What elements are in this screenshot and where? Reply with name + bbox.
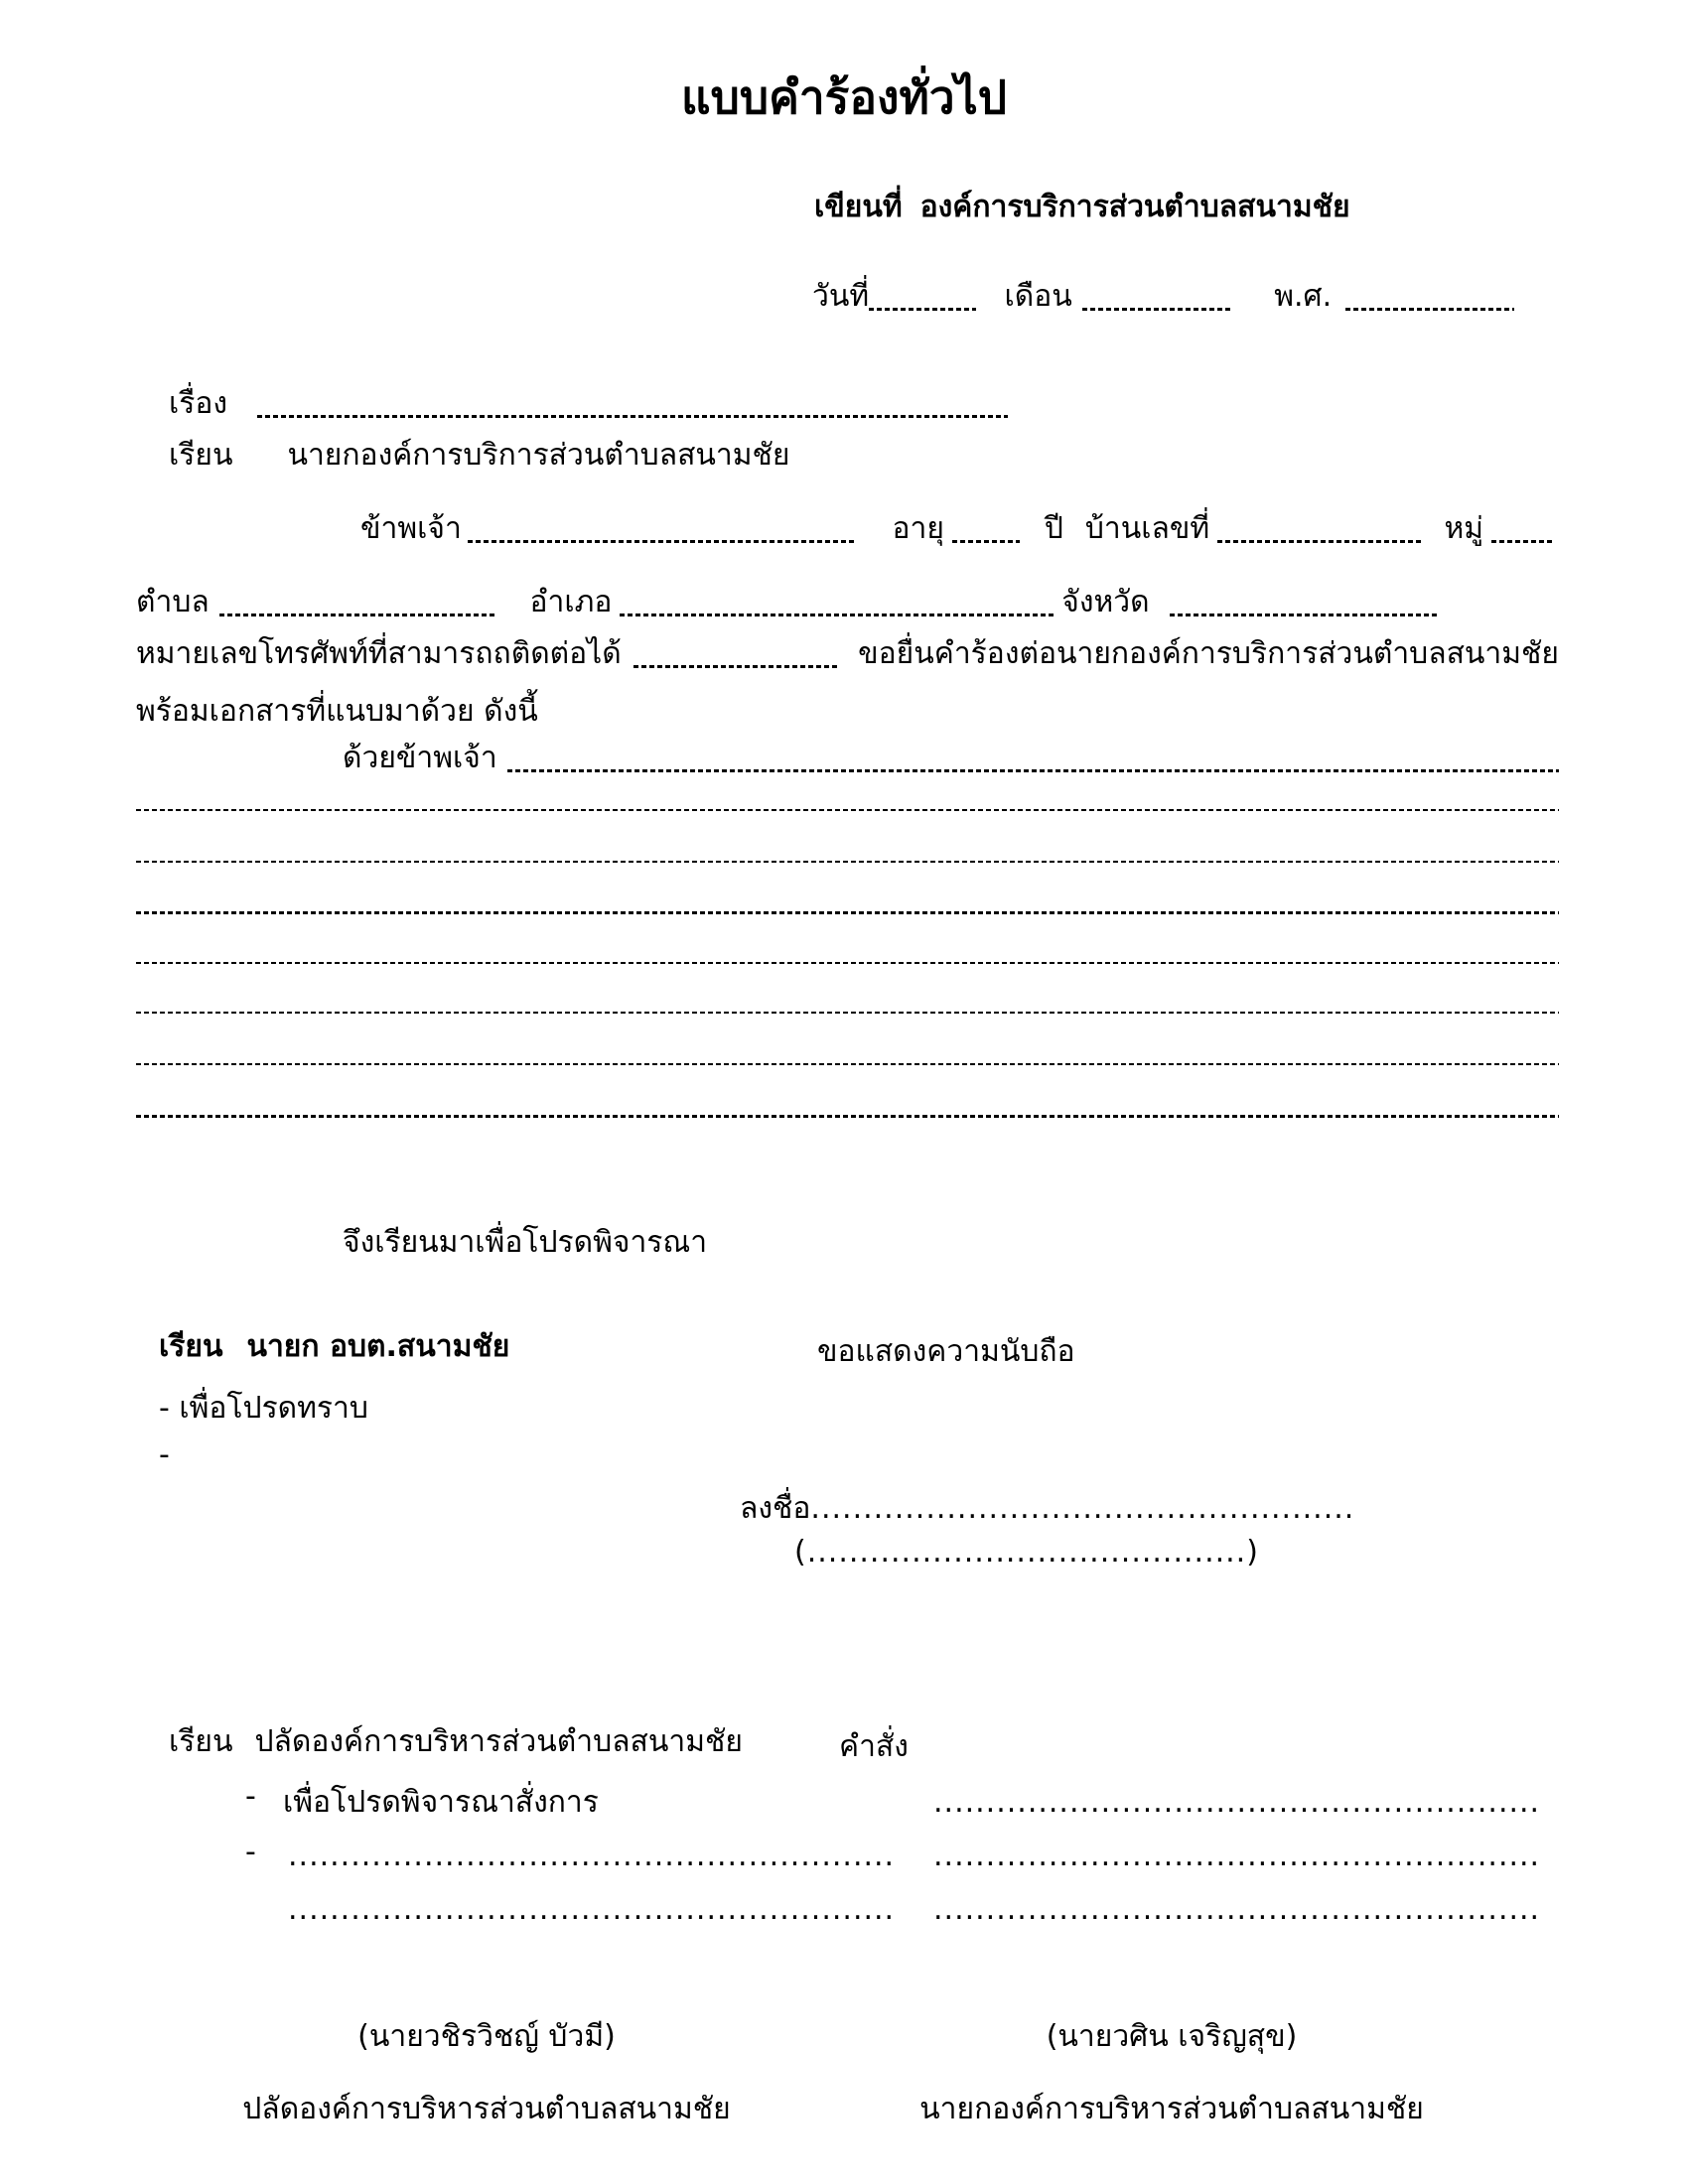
month-label: เดือน (1004, 279, 1072, 314)
applicant-line (360, 510, 1552, 548)
order-right-dots-3: .......................................................... (933, 1892, 1541, 1927)
house-no-label: บ้านเลขที่ (1084, 511, 1210, 546)
order-label: คำสั่ง (839, 1729, 909, 1764)
age-label: อายุ (892, 511, 944, 546)
ack-dear-label: เรียน (159, 1329, 223, 1364)
subdistrict-blank-field (219, 614, 497, 616)
address-line (136, 584, 1440, 621)
subject-blank-field (257, 415, 1008, 418)
order-dear-label: เรียน (169, 1724, 233, 1759)
date-line (812, 278, 1514, 316)
ack-note-2: - (159, 1437, 170, 1472)
phone-label: หมายเลขโทรศัพท์ที่สามารถถติดต่อได้ (136, 636, 622, 671)
form-title: แบบคำร้องทั่วไป (681, 70, 1007, 124)
i-label: ข้าพเจ้า (360, 511, 462, 546)
ruled-line-1 (136, 809, 1559, 811)
province-blank-field (1170, 614, 1440, 616)
age-blank-field (952, 540, 1020, 543)
year-blank-field (1345, 308, 1514, 311)
order-dear-value: ปลัดองค์การบริหารส่วนตำบลสนามชัย (254, 1724, 743, 1759)
years-label: ปี (1044, 511, 1063, 546)
moo-blank-field (1491, 540, 1552, 543)
subject-label: เรื่อง (169, 386, 228, 421)
signatory-right-name: (นายวศิน เจริญสุข) (1046, 2019, 1298, 2054)
reason-line (343, 740, 1559, 777)
ruled-line-7 (136, 1115, 1559, 1118)
signatory-left-name: (นายวชิรวิชญ์ บัวมี) (357, 2019, 616, 2054)
month-blank-field (1082, 308, 1233, 311)
ack-dear-line (159, 1328, 509, 1366)
day-blank-field (869, 308, 976, 311)
reason-blank-field (507, 769, 1559, 772)
order-left-dots-1: .......................................................... (288, 1839, 896, 1873)
dear-line (169, 437, 789, 475)
day-label: วันที่ (812, 279, 870, 314)
dear-label: เรียน (169, 438, 233, 473)
written-at-line (814, 189, 1350, 226)
attachments-text: พร้อมเอกสารที่แนบมาด้วย ดังนี้ (136, 694, 538, 729)
order-left-dots-2: .......................................................... (288, 1892, 896, 1927)
order-item2-dash: - (245, 1835, 256, 1869)
house-no-blank-field (1217, 540, 1422, 543)
ruled-line-5 (136, 1012, 1559, 1014)
phone-blank-field (633, 665, 838, 668)
ruled-line-2 (136, 861, 1559, 863)
dear-value: นายกองค์การบริการส่วนตำบลสนามชัย (287, 438, 790, 473)
name-blank-field (468, 540, 857, 543)
province-label: จังหวัด (1061, 585, 1150, 619)
signature-block-left (199, 2013, 774, 2132)
year-label: พ.ศ. (1274, 279, 1333, 314)
ruled-line-6 (136, 1063, 1559, 1065)
ack-dear-value: นายก อบต.สนามชัย (246, 1329, 510, 1364)
phone-line (136, 635, 1559, 673)
ruled-line-3 (136, 911, 1559, 914)
submit-request-text: ขอยื่นคำร้องต่อนายกองค์การบริการส่วนตำบลสนามชัย (858, 636, 1559, 671)
written-at-value: องค์การบริการส่วนตำบลสนามชัย (919, 190, 1350, 224)
order-right-dots-1: .......................................................... (933, 1785, 1541, 1820)
reason-label: ด้วยข้าพเจ้า (343, 741, 497, 775)
sign-dots: .................................................... (810, 1491, 1355, 1526)
sign-name-paren: (..........................................) (794, 1535, 1259, 1570)
subject-line (169, 385, 1008, 423)
closing-text: จึงเรียนมาเพื่อโปรดพิจารณา (343, 1225, 708, 1260)
ruled-line-4 (136, 962, 1559, 964)
signatory-left-title: ปลัดองค์การบริหารส่วนตำบลสนามชัย (242, 2092, 731, 2126)
order-item1-dash: - (245, 1779, 256, 1814)
moo-label: หมู่ (1444, 511, 1484, 546)
order-right-dots-2: .......................................................... (933, 1839, 1541, 1873)
respect-text: ขอแสดงความนับถือ (817, 1334, 1075, 1369)
signature-block-right (884, 2013, 1460, 2132)
order-item1-text: เพื่อโปรดพิจารณาสั่งการ (283, 1785, 599, 1820)
sign-label: ลงชื่อ (740, 1491, 811, 1526)
ack-note-1: - เพื่อโปรดทราบ (159, 1391, 368, 1426)
subdistrict-label: ตำบล (136, 585, 210, 619)
sign-line (740, 1485, 1354, 1532)
written-at-label: เขียนที่ (814, 190, 903, 224)
district-blank-field (620, 614, 1054, 616)
signatory-right-title: นายกองค์การบริหารส่วนตำบลสนามชัย (919, 2092, 1424, 2126)
order-dear-line (169, 1723, 743, 1761)
district-label: อำเภอ (529, 585, 613, 619)
